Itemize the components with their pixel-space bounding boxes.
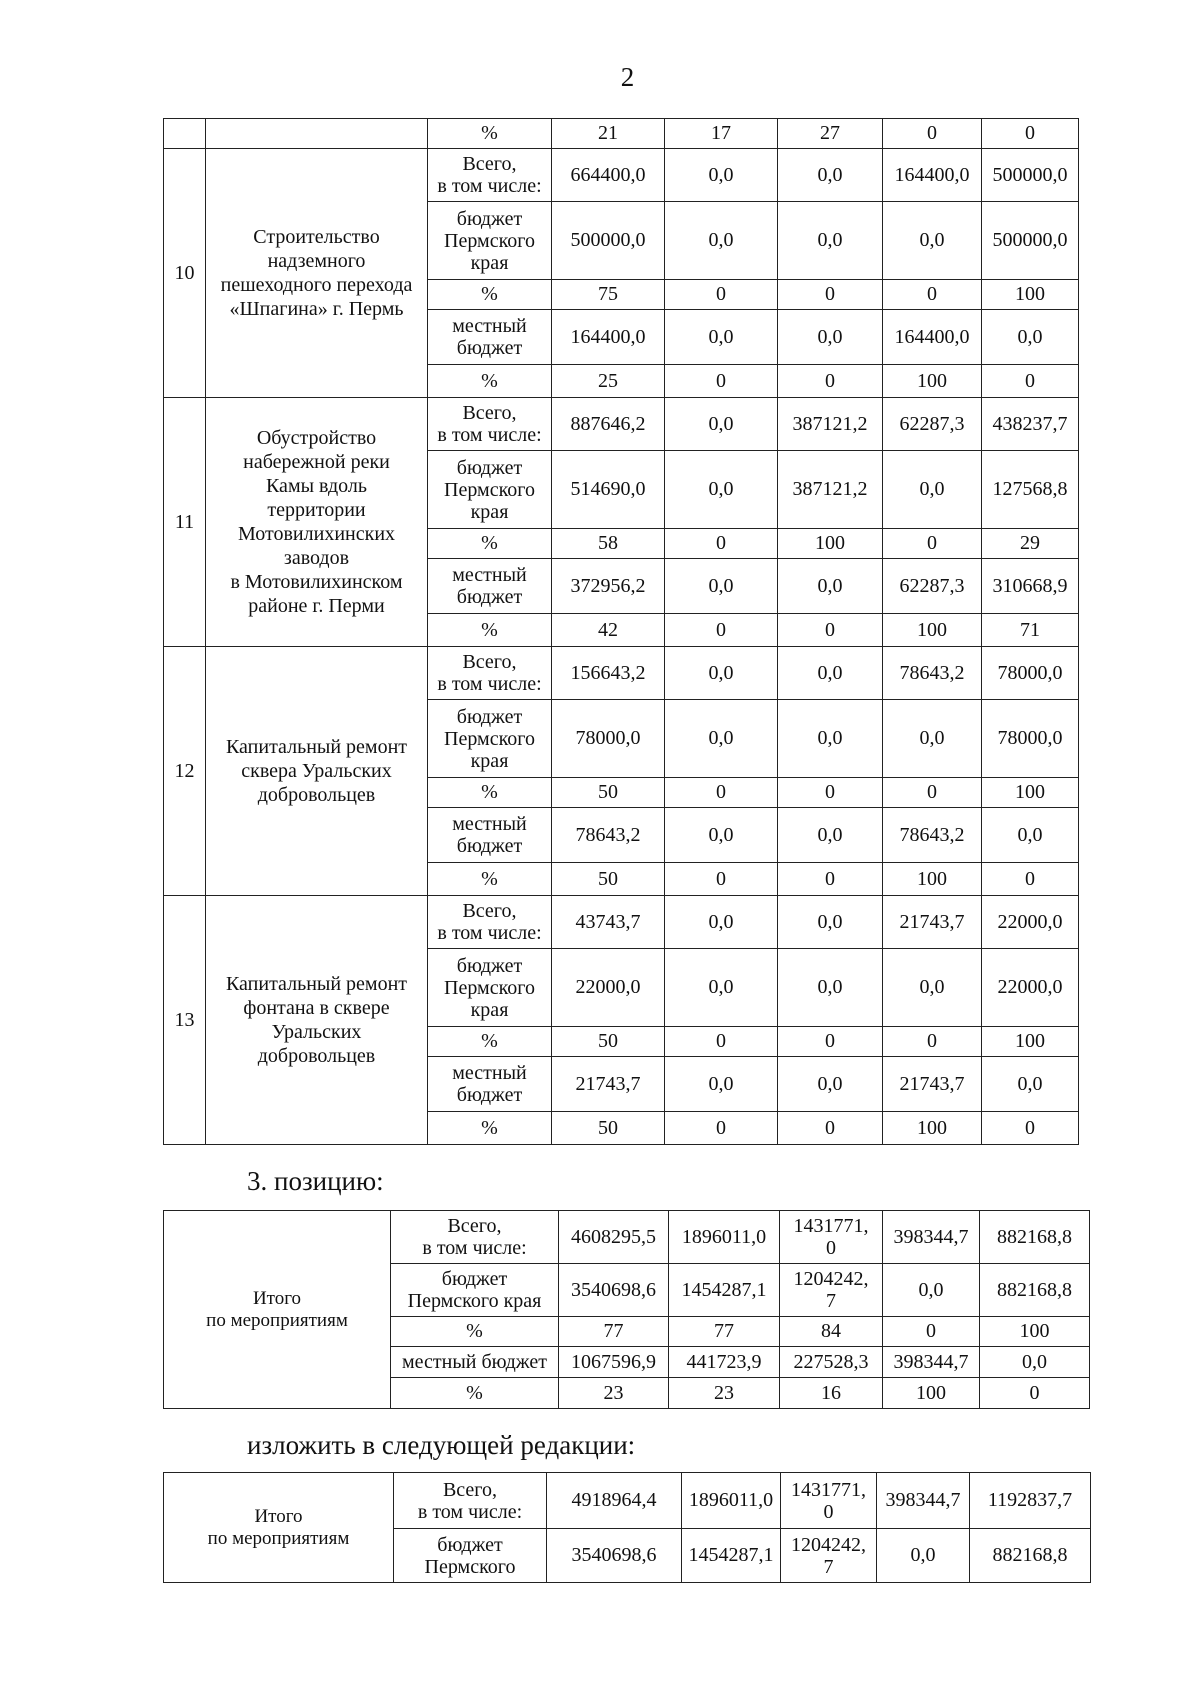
value-cell: 84	[780, 1317, 883, 1347]
value-cell: 1204242, 7	[780, 1264, 883, 1317]
value-cell: 0,0	[665, 559, 778, 614]
value-cell: 0	[665, 863, 778, 896]
item-name: Капитальный ремонт фонтана в сквере Уральских добровольцев	[206, 896, 428, 1145]
value-cell: 0,0	[778, 647, 883, 700]
value-cell: 0	[665, 614, 778, 647]
value-cell: 0,0	[778, 149, 883, 202]
value-cell: 0,0	[665, 700, 778, 778]
value-cell: 441723,9	[669, 1347, 780, 1378]
value-cell: 0	[883, 280, 982, 310]
value-cell: 0,0	[982, 310, 1079, 365]
value-cell: 0,0	[883, 949, 982, 1027]
value-cell: 100	[883, 1378, 980, 1409]
row-label: бюджет Пермского	[394, 1529, 547, 1583]
value-cell: 0,0	[665, 1057, 778, 1112]
value-cell: 0,0	[665, 808, 778, 863]
value-cell: 0	[982, 1112, 1079, 1145]
table-row	[164, 896, 1079, 949]
value-cell: 164400,0	[883, 310, 982, 365]
value-cell: 50	[552, 863, 665, 896]
value-cell: 0	[665, 365, 778, 398]
row-label: %	[391, 1378, 559, 1409]
row-label: бюджет Пермского края	[428, 451, 552, 529]
value-cell: 0	[982, 365, 1079, 398]
value-cell: 882168,8	[970, 1529, 1091, 1583]
row-label: Всего, в том числе:	[428, 149, 552, 202]
item-block-13	[164, 896, 1079, 1145]
value-cell: 0,0	[778, 700, 883, 778]
row-label: %	[428, 614, 552, 647]
value-cell: 0,0	[778, 202, 883, 280]
value-cell: 0,0	[883, 202, 982, 280]
row-label: Всего, в том числе:	[428, 896, 552, 949]
value-cell: 0	[778, 365, 883, 398]
value-cell: 50	[552, 778, 665, 808]
value-cell: 0,0	[883, 700, 982, 778]
value-cell: 62287,3	[883, 398, 982, 451]
totals-table-new	[163, 1472, 1091, 1583]
table-row	[164, 1211, 1090, 1264]
value-cell: 0,0	[778, 1057, 883, 1112]
value-cell: 0	[778, 614, 883, 647]
value-cell: 23	[669, 1378, 780, 1409]
value-cell: 78643,2	[883, 808, 982, 863]
value-cell: 100	[778, 529, 883, 559]
value-cell: 1192837,7	[970, 1473, 1091, 1529]
value-cell: 164400,0	[883, 149, 982, 202]
row-label: бюджет Пермского края	[428, 202, 552, 280]
table-row	[164, 647, 1079, 700]
value-cell: 164400,0	[552, 310, 665, 365]
value-cell: 78643,2	[552, 808, 665, 863]
value-cell: 0	[778, 778, 883, 808]
value-cell: 77	[559, 1317, 669, 1347]
value-cell: 3540698,6	[559, 1264, 669, 1317]
value-cell: 310668,9	[982, 559, 1079, 614]
cell-empty	[164, 119, 206, 149]
value-cell: 0,0	[778, 808, 883, 863]
row-label: Всего, в том числе:	[428, 398, 552, 451]
item-number: 12	[164, 647, 206, 896]
value-cell: 0,0	[778, 559, 883, 614]
value-cell: 4608295,5	[559, 1211, 669, 1264]
value-cell: 387121,2	[778, 451, 883, 529]
item-number: 13	[164, 896, 206, 1145]
value-cell: 1204242, 7	[781, 1529, 877, 1583]
value-cell: 78000,0	[982, 647, 1079, 700]
item-block-10	[164, 149, 1079, 398]
value-cell: 1896011,0	[669, 1211, 780, 1264]
row-label: %	[428, 119, 552, 149]
value-cell: 0,0	[665, 202, 778, 280]
value-cell: 100	[883, 1112, 982, 1145]
value-cell: 42	[552, 614, 665, 647]
value-cell: 372956,2	[552, 559, 665, 614]
value-cell: 100	[883, 863, 982, 896]
value-cell: 29	[982, 529, 1079, 559]
value-cell: 398344,7	[883, 1211, 980, 1264]
value-cell: 127568,8	[982, 451, 1079, 529]
value-cell: 0,0	[665, 310, 778, 365]
value-cell: 100	[883, 614, 982, 647]
value-cell: 0	[982, 119, 1079, 149]
value-cell: 43743,7	[552, 896, 665, 949]
table-row	[164, 149, 1079, 202]
cell-empty	[206, 119, 428, 149]
value-cell: 78000,0	[982, 700, 1079, 778]
value-cell: 500000,0	[982, 149, 1079, 202]
value-cell: 0,0	[877, 1529, 970, 1583]
table-row	[164, 119, 1079, 149]
value-cell: 0,0	[665, 896, 778, 949]
value-cell: 500000,0	[552, 202, 665, 280]
value-cell: 1431771, 0	[781, 1473, 877, 1529]
value-cell: 1431771, 0	[780, 1211, 883, 1264]
table-row	[164, 398, 1079, 451]
row-label: местный бюджет	[428, 559, 552, 614]
value-cell: 0,0	[883, 1264, 980, 1317]
value-cell: 1454287,1	[682, 1529, 781, 1583]
value-cell: 0	[980, 1378, 1090, 1409]
row-label: %	[428, 280, 552, 310]
value-cell: 0	[778, 280, 883, 310]
value-cell: 50	[552, 1112, 665, 1145]
row-label: %	[428, 1027, 552, 1057]
value-cell: 22000,0	[552, 949, 665, 1027]
value-cell: 78000,0	[552, 700, 665, 778]
value-cell: 0	[883, 529, 982, 559]
row-label: бюджет Пермского края	[391, 1264, 559, 1317]
section-3-caption: 3. позицию:	[247, 1166, 384, 1196]
totals-label: Итого по мероприятиям	[164, 1211, 391, 1409]
value-cell: 77	[669, 1317, 780, 1347]
value-cell: 387121,2	[778, 398, 883, 451]
value-cell: 100	[982, 1027, 1079, 1057]
value-cell: 0,0	[665, 149, 778, 202]
row-label: бюджет Пермского края	[428, 949, 552, 1027]
value-cell: 22000,0	[982, 896, 1079, 949]
value-cell: 71	[982, 614, 1079, 647]
value-cell: 0	[778, 1112, 883, 1145]
row-label: местный бюджет	[391, 1347, 559, 1378]
row-label: Всего, в том числе:	[428, 647, 552, 700]
value-cell: 0,0	[778, 896, 883, 949]
row-label: Всего, в том числе:	[391, 1211, 559, 1264]
value-cell: 0,0	[980, 1347, 1090, 1378]
value-cell: 0,0	[665, 949, 778, 1027]
value-cell: 882168,8	[980, 1211, 1090, 1264]
value-cell: 0	[883, 1027, 982, 1057]
value-cell: 0,0	[982, 1057, 1079, 1112]
value-cell: 62287,3	[883, 559, 982, 614]
value-cell: 0,0	[982, 808, 1079, 863]
value-cell: 0	[778, 1027, 883, 1057]
value-cell: 0	[883, 119, 982, 149]
value-cell: 0	[778, 863, 883, 896]
value-cell: 0	[665, 778, 778, 808]
item-number: 11	[164, 398, 206, 647]
row-label: %	[391, 1317, 559, 1347]
value-cell: 75	[552, 280, 665, 310]
value-cell: 21743,7	[883, 896, 982, 949]
item-block-11	[164, 398, 1079, 647]
value-cell: 100	[982, 280, 1079, 310]
value-cell: 1454287,1	[669, 1264, 780, 1317]
value-cell: 0,0	[883, 451, 982, 529]
value-cell: 0,0	[665, 647, 778, 700]
row-label: %	[428, 863, 552, 896]
value-cell: 23	[559, 1378, 669, 1409]
value-cell: 882168,8	[980, 1264, 1090, 1317]
value-cell: 0	[665, 529, 778, 559]
value-cell: 514690,0	[552, 451, 665, 529]
row-label: %	[428, 778, 552, 808]
value-cell: 0	[665, 1027, 778, 1057]
value-cell: 78643,2	[883, 647, 982, 700]
value-cell: 1067596,9	[559, 1347, 669, 1378]
value-cell: 100	[980, 1317, 1090, 1347]
item-name: Обустройство набережной реки Камы вдоль территории Мотовилихинских заводов в Мотовилихинском районе г. Перми	[206, 398, 428, 647]
row-label: местный бюджет	[428, 808, 552, 863]
value-cell: 0,0	[665, 451, 778, 529]
value-cell: 17	[665, 119, 778, 149]
value-cell: 21743,7	[552, 1057, 665, 1112]
value-cell: 16	[780, 1378, 883, 1409]
row-label: %	[428, 365, 552, 398]
row-label: местный бюджет	[428, 1057, 552, 1112]
value-cell: 21743,7	[883, 1057, 982, 1112]
item-block-12	[164, 647, 1079, 896]
value-cell: 438237,7	[982, 398, 1079, 451]
row-label: %	[428, 1112, 552, 1145]
value-cell: 4918964,4	[547, 1473, 682, 1529]
value-cell: 21	[552, 119, 665, 149]
value-cell: 3540698,6	[547, 1529, 682, 1583]
row-label: бюджет Пермского края	[428, 700, 552, 778]
value-cell: 0	[665, 280, 778, 310]
value-cell: 0	[883, 1317, 980, 1347]
row-label: местный бюджет	[428, 310, 552, 365]
value-cell: 27	[778, 119, 883, 149]
value-cell: 25	[552, 365, 665, 398]
value-cell: 227528,3	[780, 1347, 883, 1378]
value-cell: 50	[552, 1027, 665, 1057]
totals-label: Итого по мероприятиям	[164, 1473, 394, 1583]
row-label: %	[428, 529, 552, 559]
item-number: 10	[164, 149, 206, 398]
value-cell: 58	[552, 529, 665, 559]
funding-table	[163, 118, 1079, 1145]
value-cell: 1896011,0	[682, 1473, 781, 1529]
value-cell: 0	[665, 1112, 778, 1145]
value-cell: 100	[982, 778, 1079, 808]
value-cell: 0,0	[778, 949, 883, 1027]
value-cell: 100	[883, 365, 982, 398]
value-cell: 398344,7	[883, 1347, 980, 1378]
row-label: Всего, в том числе:	[394, 1473, 547, 1529]
value-cell: 0,0	[778, 310, 883, 365]
value-cell: 398344,7	[877, 1473, 970, 1529]
value-cell: 664400,0	[552, 149, 665, 202]
table-row	[164, 1473, 1091, 1529]
value-cell: 887646,2	[552, 398, 665, 451]
new-edition-caption: изложить в следующей редакции:	[247, 1430, 636, 1460]
page-number: 2	[620, 62, 635, 92]
item-name: Строительство надземного пешеходного перехода «Шпагина» г. Пермь	[206, 149, 428, 398]
totals-table-current	[163, 1210, 1090, 1409]
value-cell: 0,0	[665, 398, 778, 451]
value-cell: 156643,2	[552, 647, 665, 700]
value-cell: 0	[883, 778, 982, 808]
value-cell: 0	[982, 863, 1079, 896]
value-cell: 22000,0	[982, 949, 1079, 1027]
item-name: Капитальный ремонт сквера Уральских добровольцев	[206, 647, 428, 896]
value-cell: 500000,0	[982, 202, 1079, 280]
